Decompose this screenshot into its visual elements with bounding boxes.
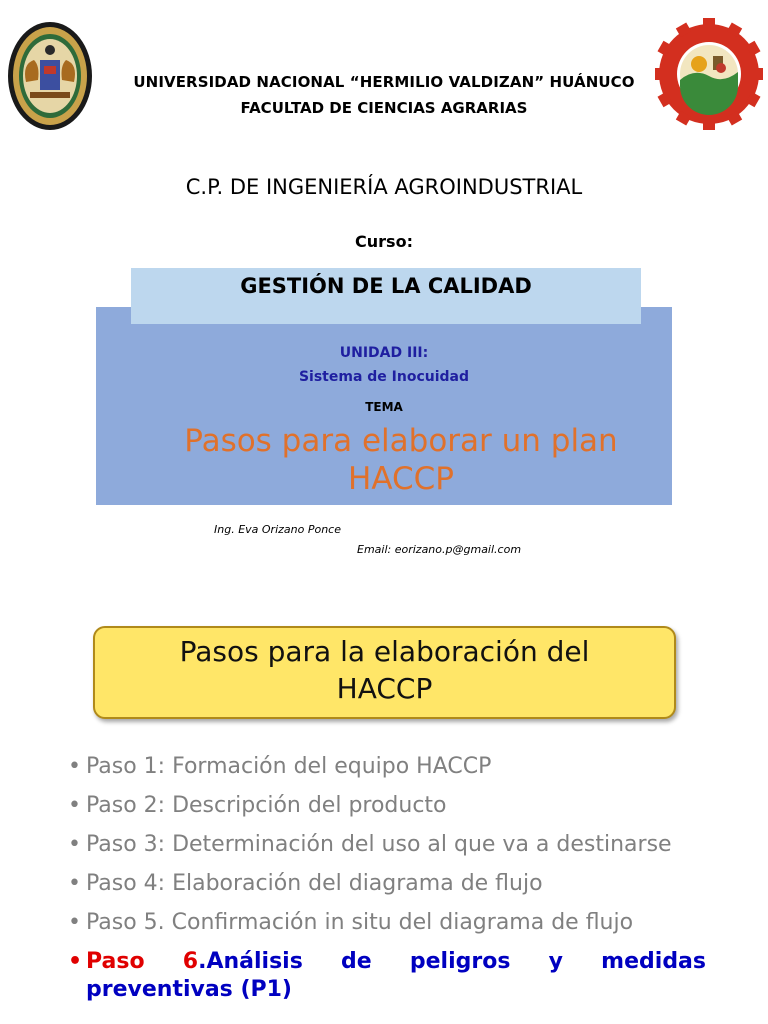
topic-line-2: HACCP [348,461,454,497]
agroindustrial-seal-logo [655,16,763,132]
step-text: Paso 1: Formación del equipo HACCP [86,754,492,779]
slide2-title [93,633,676,707]
step-text: Paso 4: Elaboración del diagrama de flujo [86,871,543,896]
unit-label: UNIDAD III: [339,345,429,361]
author-name: Ing. Eva Orizano Ponce [214,523,341,536]
list-item [66,792,706,820]
step-prefix: Paso 6 [86,949,199,974]
bullet-icon: • [68,910,81,935]
topic-title [96,422,706,498]
step-text: Paso 5. Confirmación in situ del diagrama de flujo [86,910,634,935]
list-item [66,831,706,859]
slide2-title-line-2: HACCP [336,672,433,705]
list-item [66,909,706,937]
faculty-name: FACULTAD DE CIENCIAS AGRARIAS [240,99,528,117]
agroindustrial-school-seal-icon [655,16,763,132]
list-item-highlighted [66,948,706,1004]
unit-name: Sistema de Inocuidad [298,369,470,385]
list-item [66,870,706,898]
haccp-steps-list [66,753,706,1015]
step-text: Paso 3: Determinación del uso al que va a destinarse [86,832,672,857]
university-name: UNIVERSIDAD NACIONAL “HERMILIO VALDIZAN” HUÁNUCO [133,73,635,91]
program-name: C.P. DE INGENIERÍA AGROINDUSTRIAL [185,175,583,199]
list-item [66,753,706,781]
slide2-title-line-1: Pasos para la elaboración del [179,635,590,668]
step-text: Paso 2: Descripción del producto [86,793,447,818]
course-title: GESTIÓN DE LA CALIDAD [240,274,532,298]
bullet-icon: • [68,949,83,974]
tema-label: TEMA [365,400,403,414]
bullet-icon: • [68,871,81,896]
course-label: Curso: [355,232,413,251]
bullet-icon: • [68,793,81,818]
topic-line-1: Pasos para elaborar un plan [184,423,618,459]
step-text: .Análisis de peligros y medidas preventivas (P1) [86,949,707,1002]
author-email: Email: eorizano.p@gmail.com [357,543,522,556]
bullet-icon: • [68,832,81,857]
bullet-icon: • [68,754,81,779]
